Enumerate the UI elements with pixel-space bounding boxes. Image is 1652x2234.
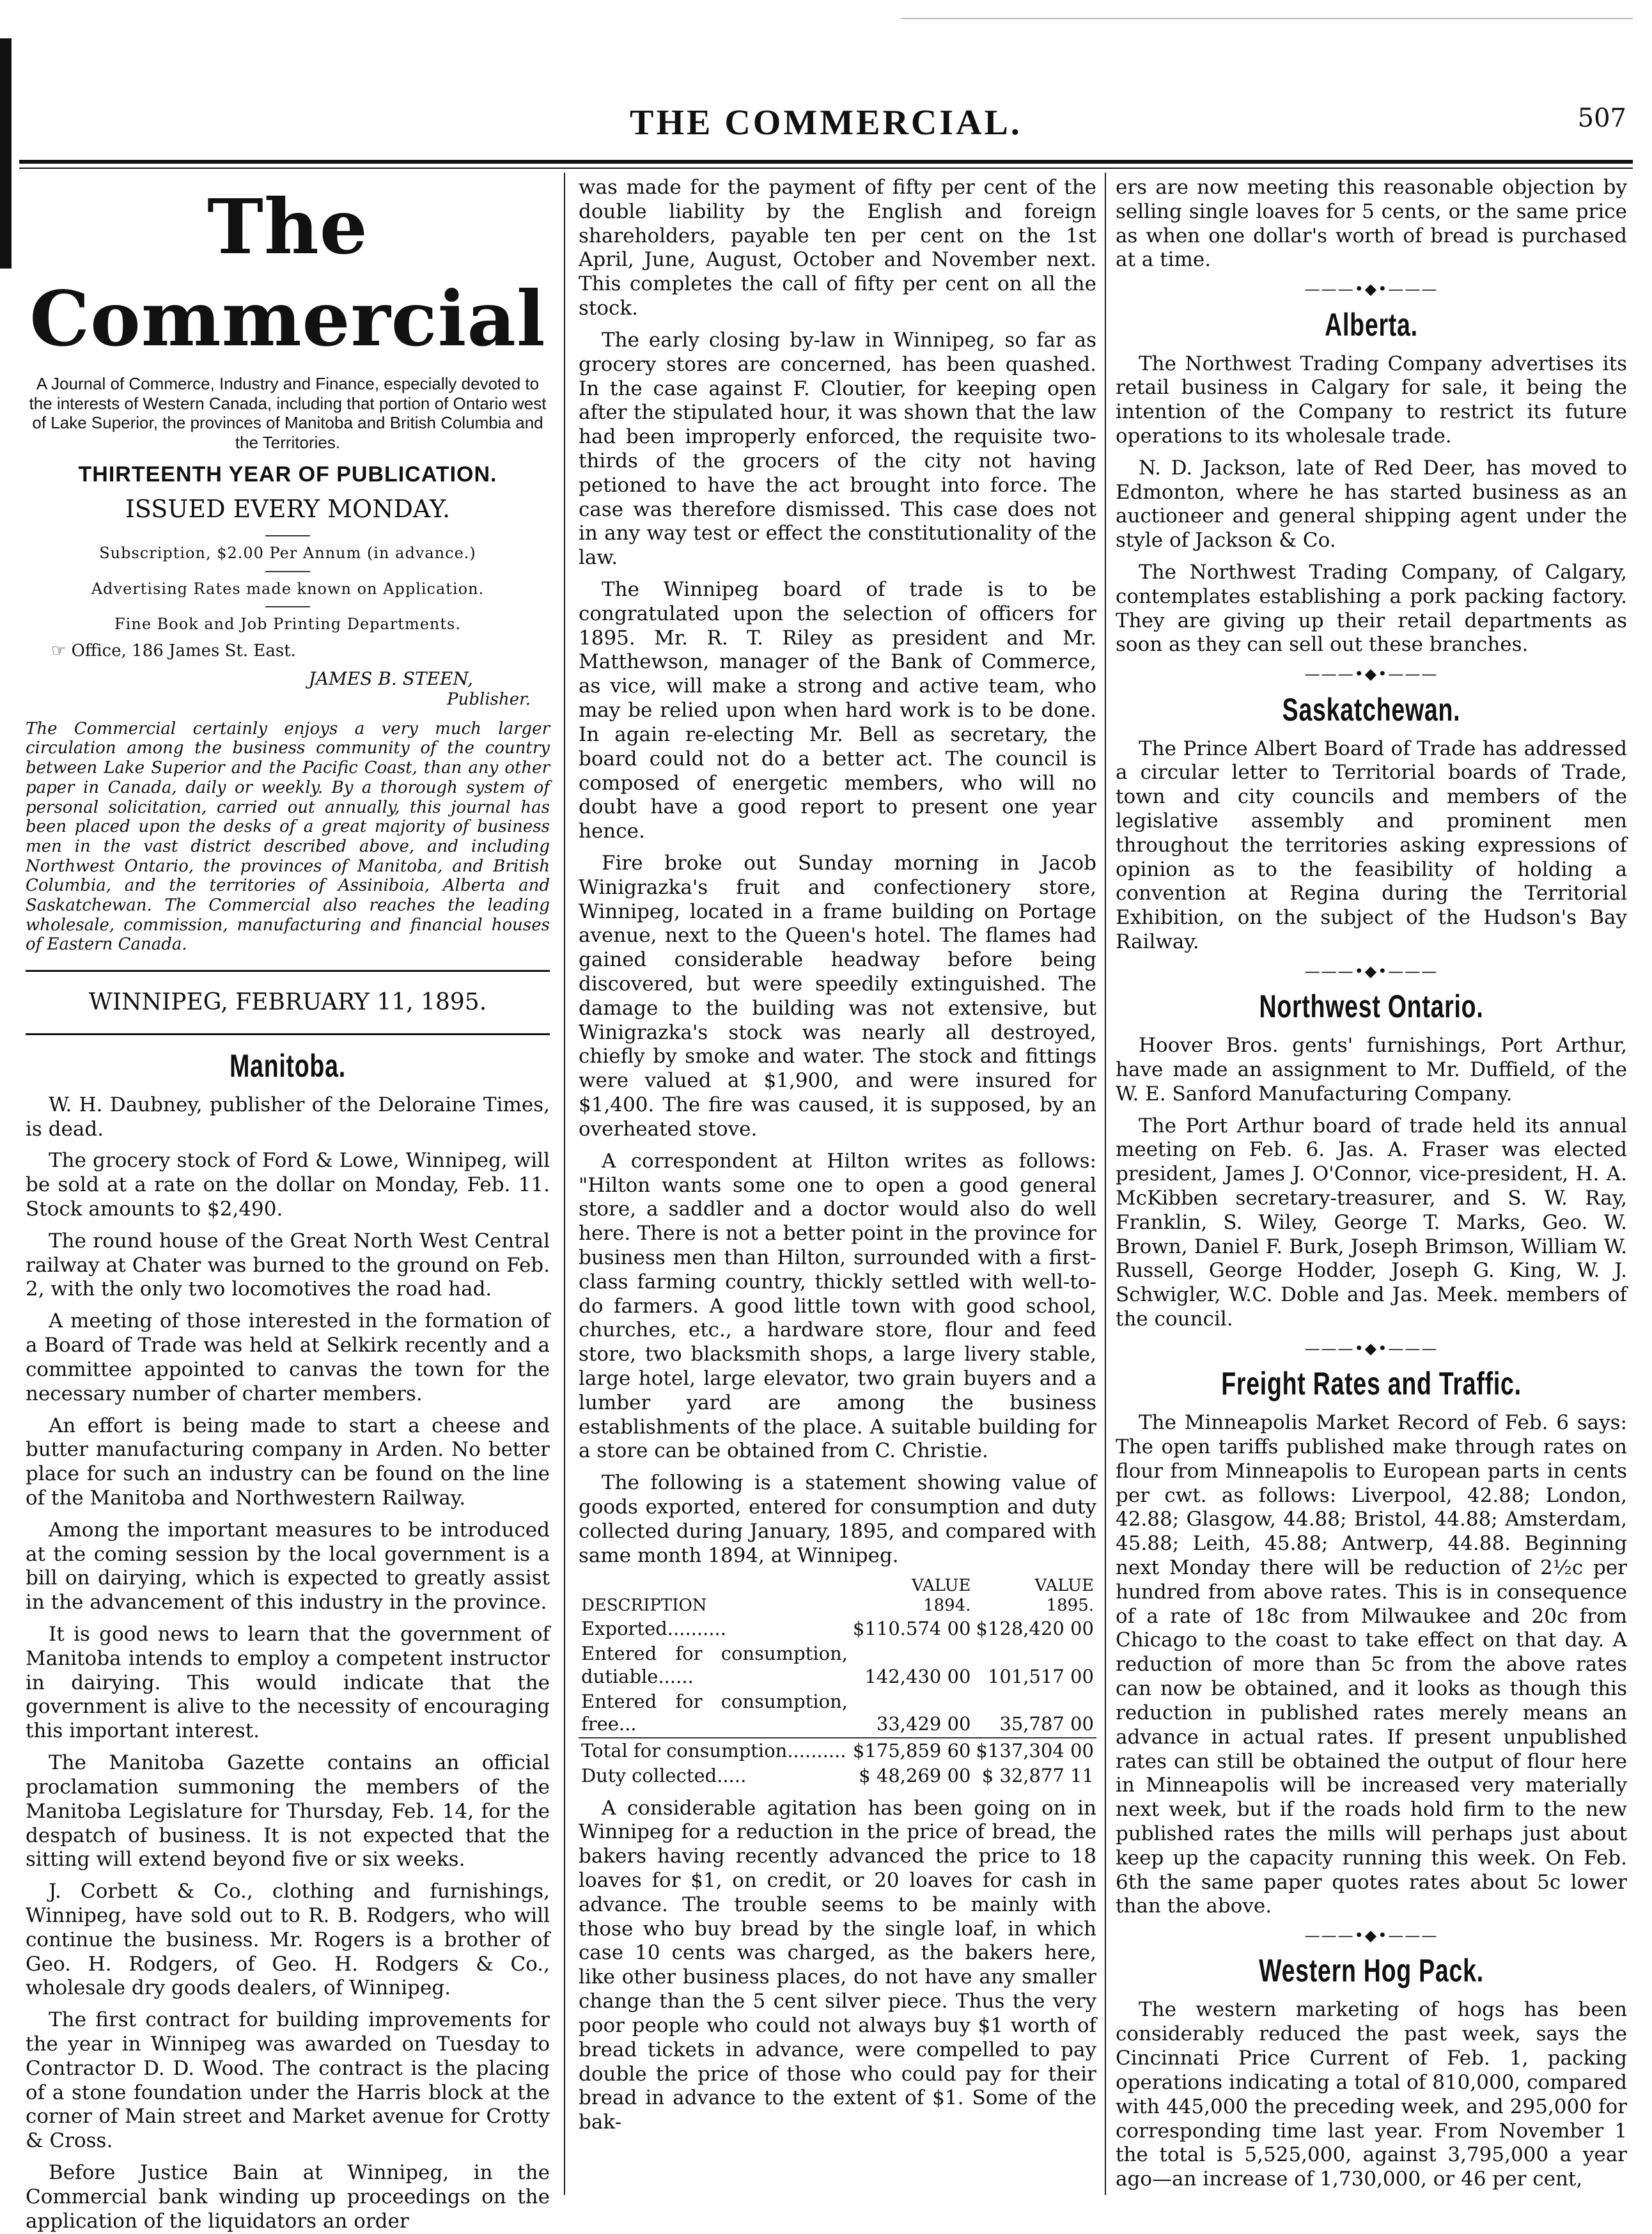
table-cell: 33,429 00 [876,1713,971,1735]
section-heading-manitoba: Manitoba. [230,1047,346,1084]
divider [265,535,310,536]
advertising-line: Advertising Rates made known on Application. [91,579,485,598]
article-paragraph: The Prince Albert Board of Trade has addressed a circular letter to Territorial boards of Trade, town and city councils and members of the legislative assembly and prominent men throughout the territories asking expressions of opinion as to the feasibility of holding a convention at Regina during the Territorial Exhibition, on the subject of the Hudson's Bay Railway. [1116,737,1627,954]
head-rule [19,160,1633,164]
table-cell: Exported.......... [581,1617,726,1639]
article-paragraph: The round house of the Great North West Central railway at Chater was burned to the ground on Feb. 2, with the only two locomotives the road had. [26,1229,550,1301]
article-paragraph: was made for the payment of fifty per cent of the double liability by the English and foreign shareholders, payable ten per cent on the 1st April, June, August, October and November next. This completes the call of fifty per cent on all the stock. [579,176,1096,320]
column-left [26,176,550,2233]
table-cell: Entered for consumption, dutiable...... [581,1643,848,1687]
divider [265,571,310,572]
table-header: 1894. [923,1596,971,1616]
table-cell: $ 48,269 00 [859,1765,971,1787]
table-cell: Duty collected..... [581,1765,747,1787]
article-paragraph: The Manitoba Gazette contains an official proclamation summoning the members of the Manitoba Legislature for Thursday, Feb. 14, for the despatch of business. It is not expected that the sitting will extend beyond five or six weeks. [26,1751,550,1871]
article-paragraph: The following is a statement showing value of goods exported, entered for consumption and duty collected during January, 1895, and compared with same month 1894, at Winnipeg. [579,1471,1096,1567]
publication-year: THIRTEENTH YEAR OF PUBLICATION. [78,462,497,487]
table-cell: Entered for consumption, free... [581,1691,848,1735]
column-divider [1105,173,1106,2195]
head-rule-thin [19,168,1633,169]
table-cell: $128,420 00 [976,1617,1094,1639]
section-heading-freight: Freight Rates and Traffic. [1221,1366,1522,1402]
section-ornament: ———•◆•——— [1304,1926,1438,1945]
article-paragraph: The Port Arthur board of trade held its annual meeting on Feb. 6. Jas. A. Fraser was elected president, James J. O'Connor, vice-president, H. A. McKibben secretary-treasurer, and S. W. Ray, Franklin, S. Wiley, George T. Marks, Geo. W. Brown, Daniel F. Burk, Joseph Brimson, William W. Russell, George Hodder, Joseph G. King, W. J. Schwigler, W.C. Doble and Jas. Meek. members of the council. [1116,1114,1627,1331]
table-row [579,1641,1096,1689]
table-header: DESCRIPTION [581,1596,707,1616]
section-ornament: ———•◆•——— [1304,665,1438,683]
article-paragraph: The Minneapolis Market Record of Feb. 6 says: The open tariffs published make through rates on flour from Minneapolis to European parts in cents per cwt. as follows: Liverpool, 42.88; London, 42.88; Glasgow, 44.88; Bristol, 44.88; Amsterdam, 45.88; Leith, 45.88; Antwerp, 44.88. Beginning next Monday there will be reduction of 2½c per hundred from above rates. This is in consequence of a rate of 18c from Milwaukee and 20c from Chicago to the coast to take effect on that day. A reduction of more than 5c from the above rates can now be obtained, and it looks as though this reduction in published rates merely means an advance in actual rates. If present unpublished rates can still be obtained the output of flour here in Minneapolis will be increased very materially next week, but if the roads hold firm to the new published rates the mills will perhaps just about keep up the capacity running this week. On Feb. 6th the same paper quotes rates about 5c lower than the above. [1116,1411,1627,1918]
office-address [26,641,550,662]
page-number: 507 [1577,104,1626,133]
article-paragraph: The first contract for building improvements for the year in Winnipeg was awarded on Tuesday to Contractor D. D. Wood. The contract is the placing of a stone foundation under the Harris block at the corner of Main street and Market avenue for Crotty & Cross. [26,2008,550,2153]
publisher-title: Publisher. [447,690,531,710]
divider [265,606,310,607]
article-paragraph: W. H. Daubney, publisher of the Deloraine Times, is dead. [26,1093,550,1141]
table-row [579,1616,1096,1641]
customs-statement-table [579,1576,1096,1789]
column-right [1116,176,1627,2195]
article-paragraph: The grocery stock of Ford & Lowe, Winnipeg, will be sold at a rate on the dollar on Monday, Feb. 11. Stock amounts to $2,490. [26,1149,550,1221]
article-paragraph: A meeting of those interested in the formation of a Board of Trade was held at Selkirk recently and a committee appointed to canvas the town for the necessary number of charter members. [26,1309,550,1405]
table-header: VALUE [1034,1575,1094,1595]
table-cell: 35,787 00 [999,1713,1094,1735]
article-paragraph: Among the important measures to be introduced at the coming session by the local government is a bill on dairying, which is expected to greatly assist in the advancement of this industry in the province. [26,1518,550,1614]
printing-line: Fine Book and Job Printing Departments. [114,614,461,633]
article-paragraph: A considerable agitation has been going on in Winnipeg for a reduction in the price of bread, the bakers having recently advanced the price to 18 loaves for $1, on credit, or 20 loaves for cash in advance. The trouble seems to be mainly with those who buy bread by the single loaf, in which case 10 cents was charged, as the bakers here, like other business places, do not have any smaller change than the 5 cent silver piece. Thus the very poor people who could not always buy $1 worth of bread tickets in advance, were compelled to pay double the price of those who could pay for their bread in advance to the extent of $1. Some of the bak- [579,1796,1096,2134]
table-header: VALUE [911,1575,971,1595]
masthead-description: A Journal of Commerce, Industry and Finance, especially devoted to the interests of Western Canada, including that portion of Ontario west of Lake Superior, the provinces of Manitoba and British Columbia and the Territories. [29,373,547,452]
article-paragraph: A correspondent at Hilton writes as follows: "Hilton wants some one to open a good general store, a saddler and a doctor would also do well here. There is not a better point in the province for business men than Hilton, surrounded with a first-class farming country, thickly settled with well-to-do farmers. A good little town with good school, churches, etc., a hardware store, flour and feed store, two blacksmith shops, a large livery stable, large hotel, large elevator, two grain buyers and a lumber yard are among the business establishments of the place. A suitable building for a store can be obtained from C. Christie. [579,1149,1096,1463]
table-cell: $ 32,877 11 [981,1765,1094,1787]
article-paragraph: Before Justice Bain at Winnipeg, in the Commercial bank winding up proceedings on the application of the liquidators an order [26,2161,550,2233]
section-heading-hog-pack: Western Hog Pack. [1259,1953,1484,1989]
article-paragraph: It is good news to learn that the government of Manitoba intends to employ a competent instructor in dairying. This would indicate that the government is alive to the necessity of encouraging this important interest. [26,1623,550,1743]
section-ornament: ———•◆•——— [1304,1339,1438,1357]
section-heading-northwest-ontario: Northwest Ontario. [1259,988,1484,1025]
publisher-name: JAMES B. STEEN, [308,668,473,689]
subscription-line: Subscription, $2.00 Per Annum (in advance.) [99,544,476,563]
article-paragraph: The Northwest Trading Company advertises its retail business in Calgary for sale, it being the intention of the Company to restrict its future operations to its wholesale trade. [1116,352,1627,448]
table-cell: 142,430 00 [864,1665,971,1687]
table-cell: $137,304 00 [974,1738,1097,1763]
article-paragraph: ers are now meeting this reasonable objection by selling single loaves for 5 cents, or the same price as when one dollar's worth of bread is purchased at a time. [1116,176,1627,272]
section-heading-saskatchewan: Saskatchewan. [1282,691,1461,728]
column-divider [564,173,565,2195]
section-ornament: ———•◆•——— [1304,280,1438,299]
table-row [579,1738,1096,1763]
circulation-blurb: The Commercial certainly enjoys a very much larger circulation among the business community of the country between Lake Superior and the Pacific Coast, than any other paper in Canada, daily or weekly. By a thorough system of personal solicitation, carried out annually, this journal has been placed upon the desks of a great majority of business men in the vast district described above, and including Northwest Ontario, the provinces of Manitoba, and British Columbia, and the territories of Assiniboia, Alberta and Saskatchewan. The Commercial also reaches the leading wholesale, commission, manufacturing and financial houses of Eastern Canada. [26,719,550,955]
table-header: 1895. [1046,1596,1094,1616]
section-ornament: ———•◆•——— [1304,962,1438,980]
column-middle [579,176,1096,2195]
article-paragraph: The western marketing of hogs has been considerably reduced the past week, says the Cincinnati Price Current of Feb. 1, packing operations indicating a total of 810,000, compared with 445,000 the preceding week, and 295,000 for corresponding time last year. From November 1 the total is 5,525,000, against 3,795,000 a year ago—an increase of 1,730,000, or 46 per cent, [1116,1998,1627,2191]
table-cell: $175,859 60 [850,1738,974,1763]
article-paragraph: The Winnipeg board of trade is to be congratulated upon the selection of officers for 1895. Mr. R. T. Riley as president and Mr. Matthewson, manager of the Bank of Commerce, as vice, will make a strong and active team, who may be relied upon when hard work is to be done. In again re-electing Mr. Bell as secretary, the board could not do a better act. The council is composed of energetic members, who will no doubt have a good report to present one year hence. [579,578,1096,843]
article-paragraph: The Northwest Trading Company, of Calgary, contemplates establishing a pork packing factory. They are giving up their retail departments as soon as they can sell out these branches. [1116,561,1627,657]
article-paragraph: Hoover Bros. gents' furnishings, Port Arthur, have made an assignment to Mr. Duffield, of the W. E. Sanford Manufacturing Company. [1116,1034,1627,1105]
running-title: THE COMMERCIAL. [630,103,1022,143]
masthead-title: The Commercial [29,182,546,363]
article-paragraph: Fire broke out Sunday morning in Jacob Winigrazka's fruit and confectionery store, Winnipeg, located in a frame building on Portage avenue, next to the Queen's hotel. The flames had gained considerable headway before being discovered, but were speedily extinguished. The damage to the building was not extensive, but Winigrazka's stock was nearly all destroyed, chiefly by smoke and water. The stock and fittings were valued at $1,900, and were insured for $1,400. The fire was caused, it is supposed, by an overheated stove. [579,851,1096,1141]
table-cell: 101,517 00 [987,1665,1094,1687]
section-heading-alberta: Alberta. [1325,306,1418,343]
table-row [579,1689,1096,1738]
article-paragraph: N. D. Jackson, late of Red Deer, has moved to Edmonton, where he has started business as an auctioneer and general shipping agent under the style of Jackson & Co. [1116,456,1627,552]
dateline: WINNIPEG, FEBRUARY 11, 1895. [26,970,550,1035]
table-cell: Total for consumption.......... [579,1738,850,1763]
pointing-hand-icon: ☞ [51,641,66,661]
article-paragraph: An effort is being made to start a cheese and butter manufacturing company in Arden. No better place for such an industry can be found on the line of the Manitoba and Northwestern Railway. [26,1414,550,1510]
table-row [579,1763,1096,1788]
scan-edge-mark [0,38,12,269]
table-cell: $110.574 00 [853,1617,971,1639]
article-paragraph: The early closing by-law in Winnipeg, so far as grocery stores are concerned, has been quashed. In the case against F. Cloutier, for keeping open after the stipulated hour, it was shown that the law had been improperly enforced, the requisite two-thirds of the grocers of the city not having petioned to have the act brought into force. The case was therefore dismissed. This case does not in any way test or effect the constitutionality of the law. [579,328,1096,570]
top-rule [901,18,1633,19]
article-paragraph: J. Corbett & Co., clothing and furnishings, Winnipeg, have sold out to R. B. Rodgers, who will continue the business. Mr. Rogers is a brother of Geo. H. Rodgers, of Geo. H. Rodgers & Co., wholesale dry goods dealers, of Winnipeg. [26,1880,550,2000]
office-text: Office, 186 James St. East. [71,641,296,661]
running-head [19,90,1633,160]
issued-line: ISSUED EVERY MONDAY. [125,495,451,524]
